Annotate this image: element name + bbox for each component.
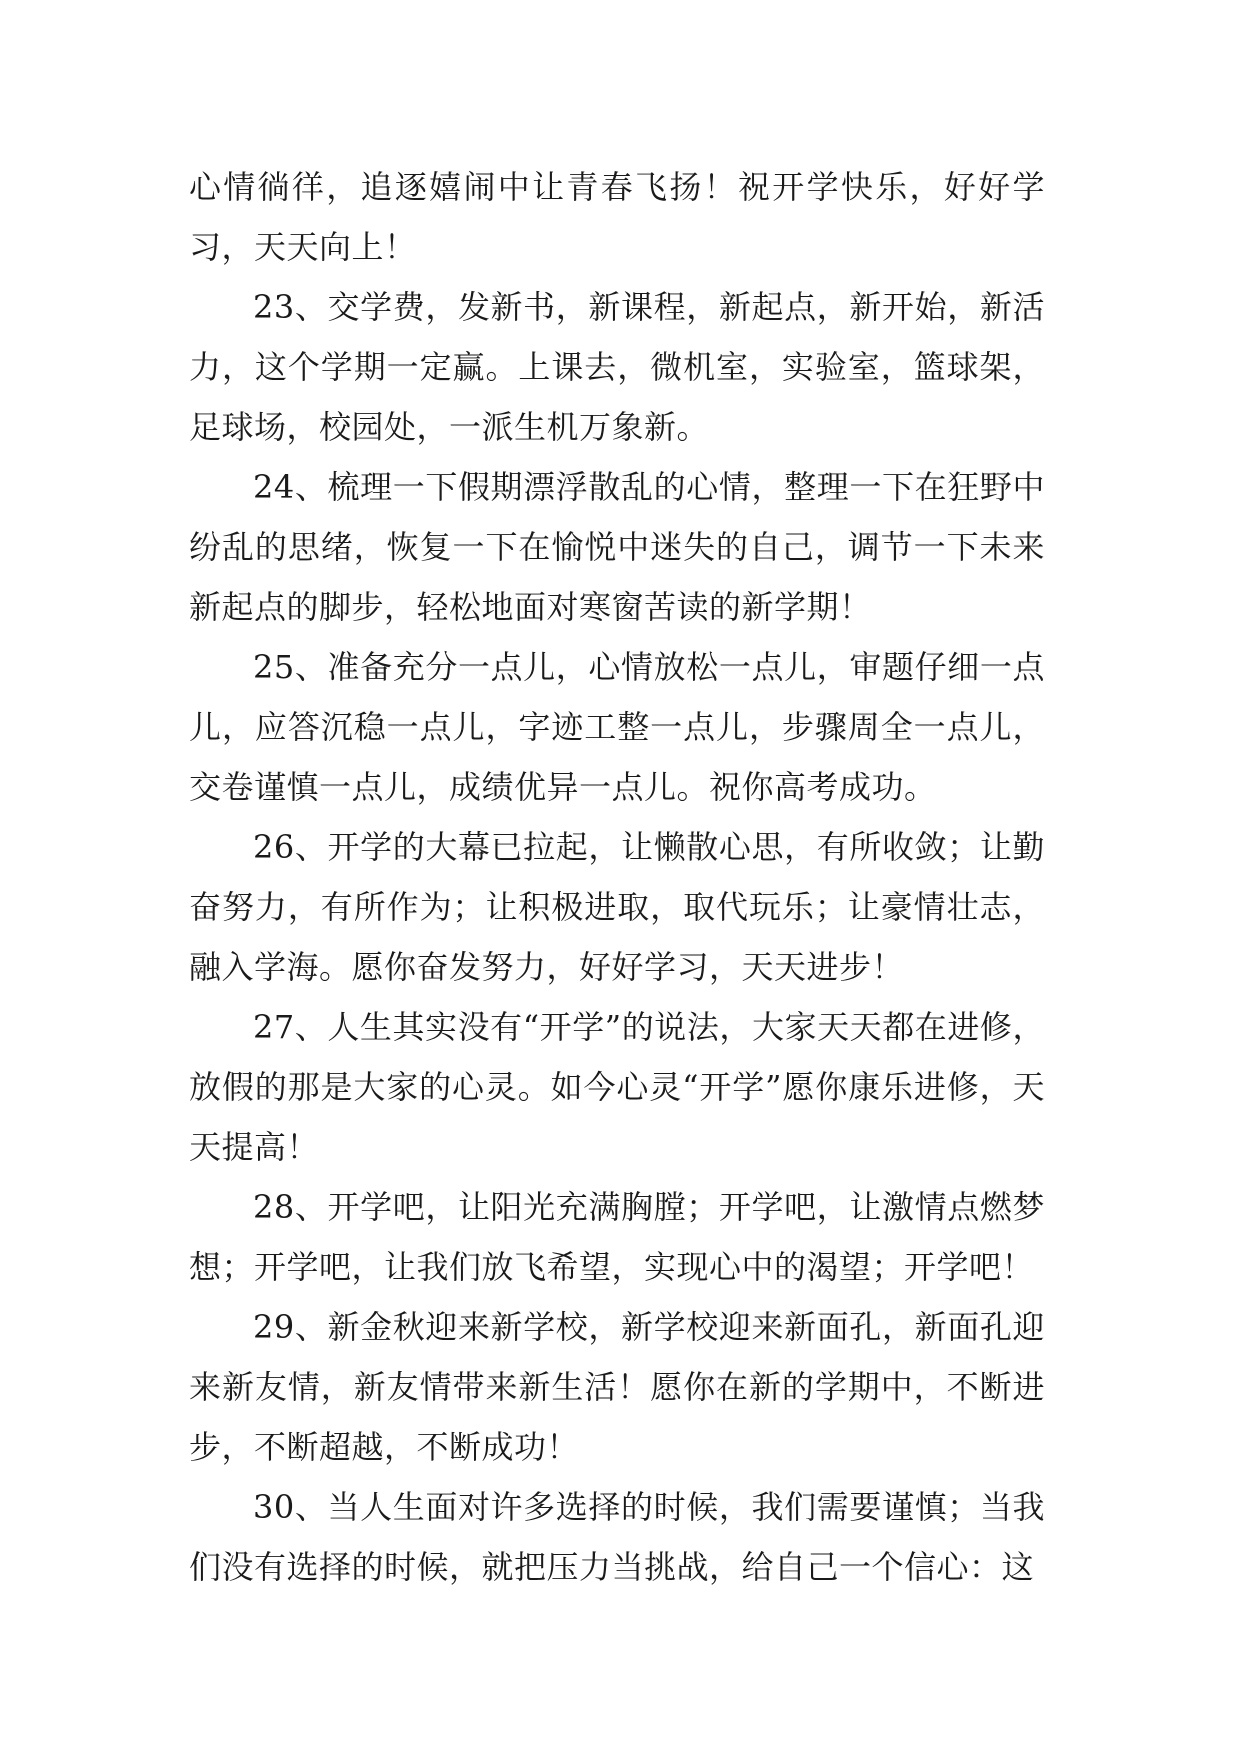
paragraph-23: 23、交学费，发新书，新课程，新起点，新开始，新活力，这个学期一定赢。上课去，微机室，实验室，篮球架，足球场，校园处，一派生机万象新。 [189,288,1045,446]
paragraph-26: 26、开学的大幕已拉起，让懒散心思，有所收敛；让勤奋努力，有所作为；让积极进取，取代玩乐；让豪情壮志，融入学海。愿你奋发努力，好好学习，天天进步！ [189,828,1045,986]
paragraph-27: 27、人生其实没有“开学”的说法，大家天天都在进修，放假的那是大家的心灵。如今心灵“开学”愿你康乐进修，天天提高！ [189,1008,1045,1166]
paragraph-25: 25、准备充分一点儿，心情放松一点儿，审题仔细一点儿，应答沉稳一点儿，字迹工整一点儿，步骤周全一点儿，交卷谨慎一点儿，成绩优异一点儿。祝你高考成功。 [189,648,1045,806]
paragraph-30: 30、当人生面对许多选择的时候，我们需要谨慎；当我们没有选择的时候，就把压力当挑战，给自己一个信心：这 [189,1488,1045,1586]
paragraph-continuation: 心情徜徉，追逐嬉闹中让青春飞扬！祝开学快乐，好好学习，天天向上！ [189,168,1045,266]
paragraph-29: 29、新金秋迎来新学校，新学校迎来新面孔，新面孔迎来新友情，新友情带来新生活！愿你在新的学期中，不断进步，不断超越，不断成功！ [189,1308,1045,1466]
paragraph-28: 28、开学吧，让阳光充满胸膛；开学吧，让激情点燃梦想；开学吧，让我们放飞希望，实现心中的渴望；开学吧！ [189,1188,1045,1286]
paragraph-24: 24、梳理一下假期漂浮散乱的心情，整理一下在狂野中纷乱的思绪，恢复一下在愉悦中迷失的自己，调节一下未来新起点的脚步，轻松地面对寒窗苦读的新学期！ [189,468,1045,626]
document-body [189,157,1045,1597]
